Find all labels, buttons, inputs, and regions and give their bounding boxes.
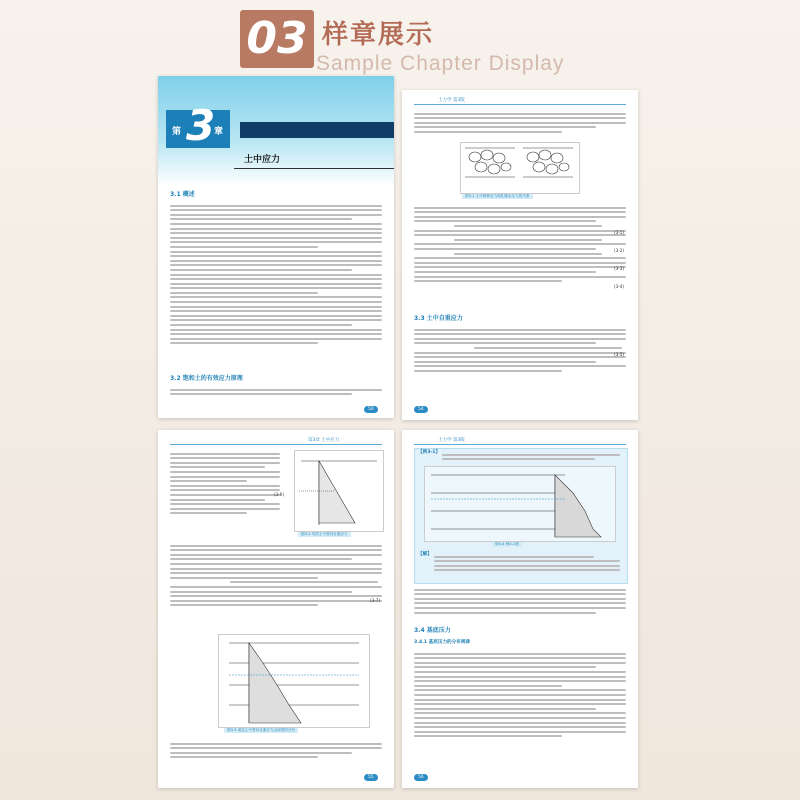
- layered-stress-diagram: [219, 635, 369, 727]
- example-text: [442, 451, 620, 463]
- figure-layered-soil: [218, 634, 370, 728]
- header-rule: [170, 444, 382, 445]
- body-text-block-3: [414, 326, 626, 375]
- self-weight-stress-diagram: [295, 451, 383, 531]
- section-title: 样章展示: [322, 20, 435, 50]
- page-number: 56: [414, 774, 428, 781]
- solution-text: [434, 553, 620, 574]
- figure-caption: 图3-4 例3-1图: [492, 542, 522, 547]
- example-label: 【例3-1】: [418, 450, 441, 455]
- body-text-block: [414, 650, 626, 740]
- title-rule: [234, 168, 394, 169]
- soil-particle-illustration: [461, 143, 579, 193]
- equation-label-3-7: (3-7): [370, 598, 381, 603]
- equation-label-3-2: (3-2): [614, 248, 625, 253]
- figure-caption-2: 图3-3 成层土中竖向自重应力沿深度的分布: [224, 728, 298, 733]
- body-text-block: [170, 202, 382, 347]
- page-number: 50: [364, 406, 378, 413]
- header-rule: [414, 444, 626, 445]
- figure-caption-1: 图3-2 均质土中竖向自重应力: [298, 532, 351, 537]
- running-head: 第3章 土中应力: [308, 438, 340, 443]
- equation-label-3-4: (3-4): [614, 284, 625, 289]
- sample-page-1: [158, 76, 394, 418]
- solution-label: 【解】: [418, 552, 432, 557]
- page-number: 55: [364, 774, 378, 781]
- figure-caption: 图3-1 土中两种应力和孔隙水压力的关系: [462, 194, 533, 199]
- calc-lines: [414, 586, 626, 616]
- section-heading-3-4: 3.4 基底压力: [414, 627, 451, 634]
- sample-page-4: [402, 430, 638, 788]
- chapter-title: 土中应力: [244, 155, 281, 165]
- running-head: 土力学 第3版: [438, 98, 465, 103]
- equation-label-3-3: (3-3): [614, 266, 625, 271]
- body-text-block: [414, 110, 626, 136]
- sample-page-3: [158, 430, 394, 788]
- chapter-prefix: 第: [172, 127, 182, 137]
- body-text-block-2: [414, 204, 626, 285]
- body-text-block: [170, 450, 280, 517]
- equation-label-3-5: (3-5): [614, 352, 625, 357]
- figure-uniform-soil: [294, 450, 384, 532]
- chapter-title-bar: [240, 122, 394, 138]
- equation-label-3-6: (3-6): [274, 492, 285, 497]
- running-head: 土力学 第3版: [438, 438, 465, 443]
- body-text-block-3: [170, 740, 382, 761]
- body-text-block-2: [170, 386, 382, 398]
- section-heading-3-2: 3.2 饱和土的有效应力原理: [170, 375, 243, 382]
- section-heading-3-1: 3.1 概述: [170, 191, 195, 198]
- example-diagram: [425, 467, 615, 541]
- subsection-heading-3-4-1: 3.4.1 基底压力的分布规律: [414, 640, 471, 645]
- figure-example: [424, 466, 616, 542]
- page-number: 54: [414, 406, 428, 413]
- body-text-block-2: [170, 542, 382, 609]
- chapter-suffix: 章: [214, 127, 224, 137]
- section-heading-3-3: 3.3 土中自重应力: [414, 315, 463, 322]
- chapter-number: 3: [186, 101, 216, 150]
- figure-soil-particles: [460, 142, 580, 194]
- header-rule: [414, 104, 626, 105]
- equation-label-3-1: (3-1): [614, 230, 625, 235]
- section-subtitle: Sample Chapter Display: [316, 52, 565, 75]
- sample-page-2: [402, 90, 638, 420]
- section-number-badge: 03: [240, 10, 314, 68]
